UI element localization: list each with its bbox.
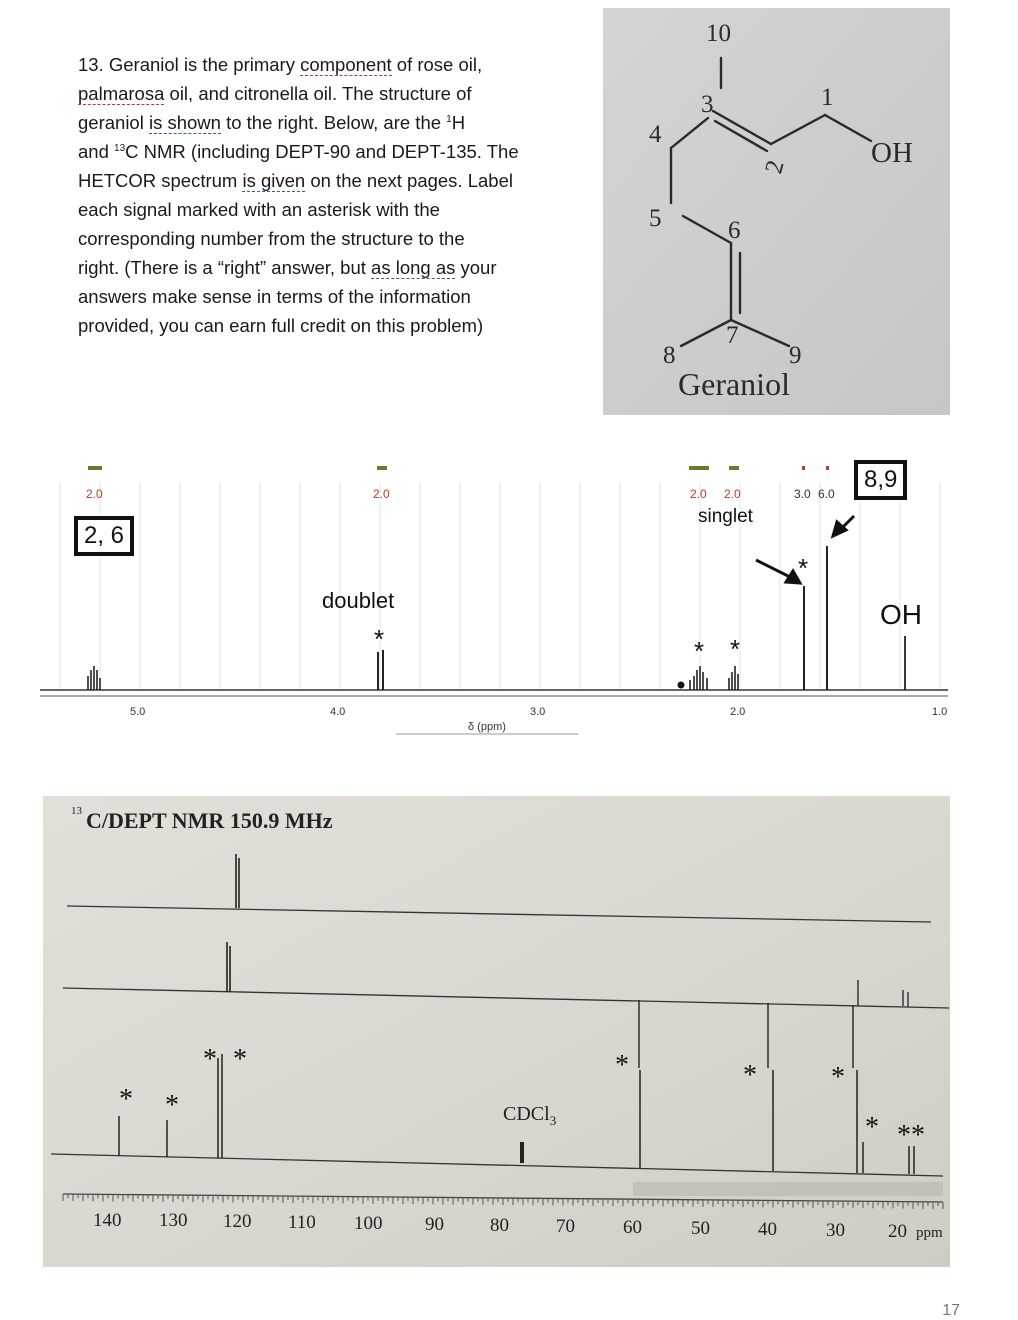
- label-oh: OH: [871, 137, 913, 169]
- problem-line-1: 13. Geraniol is the primary component of rose oil,: [78, 54, 483, 75]
- label-c5: 5: [649, 205, 662, 232]
- integral-bar: [377, 466, 387, 470]
- c13-asterisk: *: [233, 1044, 247, 1075]
- c13-tick-label: 50: [691, 1218, 710, 1239]
- problem-line-6: each signal marked with an asterisk with the: [78, 199, 440, 220]
- c13-asterisk: *: [165, 1090, 179, 1121]
- c13-asterisk: *: [743, 1060, 757, 1091]
- h1-tick-label: 3.0: [530, 706, 546, 718]
- h1-axis-label: δ (ppm): [468, 721, 506, 733]
- h1-tick-label: 5.0: [130, 706, 146, 718]
- integral-label: 3.0: [794, 487, 811, 501]
- c13-asterisk: *: [119, 1084, 133, 1115]
- c13-tick-label: 120: [223, 1211, 252, 1232]
- label-c4: 4: [649, 121, 662, 148]
- c13-asterisk: *: [615, 1050, 629, 1081]
- c13-asterisk: *: [831, 1062, 845, 1093]
- c13-double-asterisk: **: [897, 1120, 925, 1151]
- cdcl3-peak: [520, 1142, 524, 1163]
- c13-tick-label: 130: [159, 1210, 188, 1231]
- c13-title: C/DEPT NMR 150.9 MHz: [86, 808, 333, 833]
- integral-bar: [729, 466, 739, 470]
- geraniol-structure-image: [603, 8, 950, 415]
- structure-title: Geraniol: [678, 366, 790, 402]
- annotation-asterisk: *: [374, 624, 385, 654]
- label-c10: 10: [706, 20, 731, 47]
- h1-grid: [60, 482, 940, 690]
- integral-label: 2.0: [724, 487, 741, 501]
- c13-ruler-shade: [633, 1182, 943, 1196]
- label-c1: 1: [821, 84, 834, 111]
- h1-tick-label: 2.0: [730, 706, 746, 718]
- label-c8: 8: [663, 342, 676, 369]
- problem-line-2: palmarosa oil, and citronella oil. The structure of: [78, 83, 472, 104]
- c13-tick-label: 140: [93, 1210, 122, 1231]
- c13-asterisk: *: [865, 1112, 879, 1143]
- c13-title-sup: 13: [71, 805, 82, 817]
- label-c7: 7: [726, 322, 739, 349]
- c13-tick-label: 20: [888, 1221, 907, 1242]
- problem-line-5: HETCOR spectrum is given on the next pages. Label: [78, 170, 513, 191]
- label-c6: 6: [728, 217, 741, 244]
- c13-tick-label: 60: [623, 1217, 642, 1238]
- label-c9: 9: [789, 342, 802, 369]
- h1-tick-label: 4.0: [330, 706, 346, 718]
- integral-bar: [802, 466, 805, 470]
- solvent-label: CDCl$_3$: [503, 1103, 557, 1128]
- integral-bar: [689, 466, 709, 470]
- annotation-singlet: singlet: [698, 506, 753, 527]
- annotation-asterisk: *: [694, 636, 705, 666]
- c13-tick-label: 90: [425, 1214, 444, 1235]
- problem-line-7: corresponding number from the structure to the: [78, 228, 465, 249]
- h1-nmr-spectrum: [40, 452, 960, 752]
- label-box-8-9: 8,9: [854, 460, 907, 500]
- problem-text: [78, 50, 558, 340]
- problem-line-9: answers make sense in terms of the information: [78, 286, 471, 307]
- annotation-asterisk: *: [798, 553, 809, 583]
- c13-tick-label: 30: [826, 1220, 845, 1241]
- arrow-to-singlet: [756, 560, 792, 578]
- c13-tick-label: 70: [556, 1216, 575, 1237]
- c13-tick-label: 80: [490, 1215, 509, 1236]
- label-c2: 2: [760, 157, 790, 177]
- c13-tick-label: 100: [354, 1213, 383, 1234]
- problem-line-8: right. (There is a “right” answer, but as long as your: [78, 257, 497, 278]
- c13-tick-label: 110: [288, 1212, 316, 1233]
- c13-asterisk: *: [203, 1044, 217, 1075]
- integral-label: 2.0: [86, 487, 103, 501]
- c13-axis-unit: ppm: [916, 1225, 943, 1241]
- integral-bar: [88, 466, 102, 470]
- annotation-oh: OH: [880, 599, 922, 630]
- problem-line-10: provided, you can earn full credit on this problem): [78, 315, 484, 336]
- integral-bar: [826, 466, 829, 470]
- integral-label: 6.0: [818, 487, 835, 501]
- annotation-asterisk: *: [730, 634, 741, 664]
- h1-peaks: [88, 546, 905, 690]
- integral-label: 2.0: [373, 487, 390, 501]
- integral-label: 2.0: [690, 487, 707, 501]
- c13-tick-label: 40: [758, 1219, 777, 1240]
- annotation-doublet: doublet: [322, 588, 395, 613]
- h1-tick-label: 1.0: [932, 706, 948, 718]
- page-number: 17: [942, 1302, 960, 1319]
- problem-line-4: and $^{13}$C NMR (including DEPT-90 and DEPT-135. The: [78, 141, 519, 162]
- label-c3: 3: [701, 91, 714, 118]
- h1-dot-marker: [678, 682, 685, 689]
- c13-dept-spectrum-image: [43, 796, 950, 1267]
- problem-line-3: geraniol is shown to the right. Below, are the $^1$H: [78, 112, 466, 133]
- label-box-2-6: 2, 6: [74, 516, 134, 556]
